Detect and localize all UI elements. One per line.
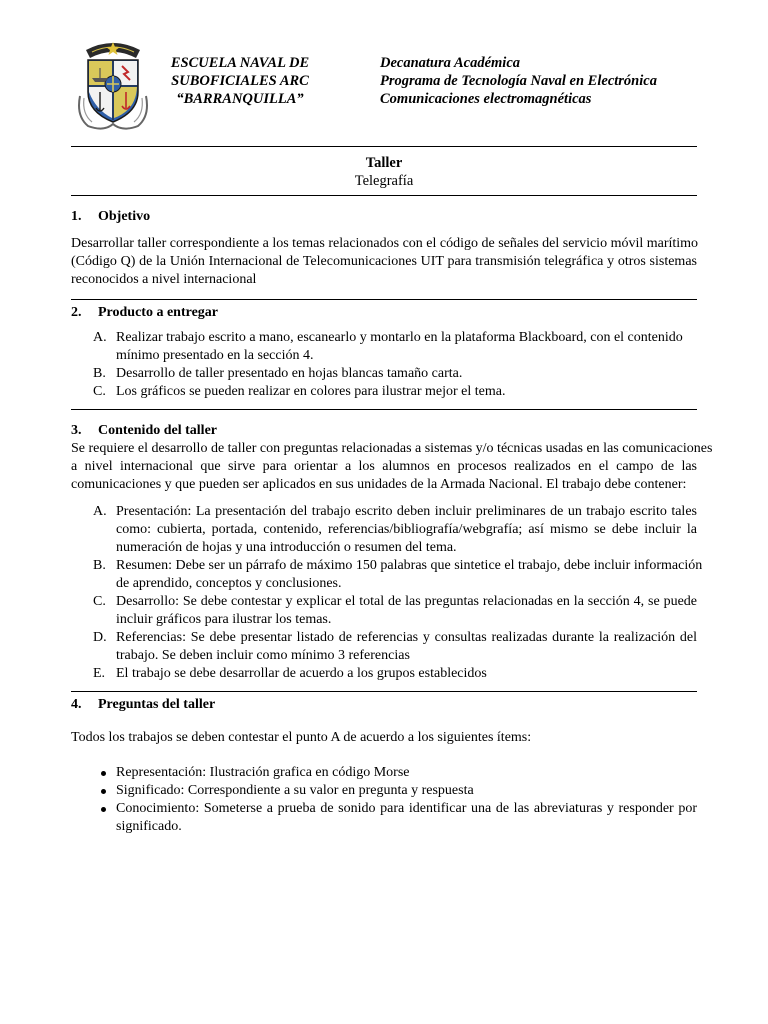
list-item-line: de aprendido, conceptos y conclusiones. xyxy=(116,576,342,591)
section-heading-contenido xyxy=(71,422,217,440)
list-marker: B. xyxy=(93,366,106,381)
section-title: Objetivo xyxy=(98,209,151,224)
paragraph-line: Todos los trabajos se deben contestar el punto A de acuerdo a los siguientes ítems: xyxy=(71,730,532,745)
section-heading-objetivo xyxy=(71,208,150,226)
school-name-line-2: SUBOFICIALES ARC xyxy=(171,73,309,89)
bullet-item-line: Significado: Correspondiente a su valor en pregunta y respuesta xyxy=(116,783,474,798)
section-title: Preguntas del taller xyxy=(98,697,216,712)
list-item xyxy=(71,593,697,629)
bullet-item xyxy=(71,782,697,800)
list-item-line: trabajo. Se deben incluir como mínimo 3 referencias xyxy=(116,648,410,663)
list-marker: C. xyxy=(93,384,106,399)
school-name-line-3: “BARRANQUILLA” xyxy=(176,91,304,107)
list-item xyxy=(71,329,697,365)
section-number: 1. xyxy=(71,209,82,224)
list-marker: D. xyxy=(93,630,107,645)
section-number: 3. xyxy=(71,423,82,438)
paragraph-line: (Código Q) de la Unión Internacional de Telecomunicaciones UIT para transmisión telegráfica y otros sistemas xyxy=(71,254,697,269)
list-item xyxy=(71,665,697,683)
paragraph-line: Se requiere el desarrollo de taller con preguntas relacionadas a sistemas y/o técnicas usadas en las comunicaciones xyxy=(71,441,713,456)
list-item-line: Desarrollo: Se debe contestar y explicar el total de las preguntas relacionadas en la sección 4, se puede xyxy=(116,594,697,609)
objective-paragraph xyxy=(71,235,697,289)
department-block xyxy=(380,54,720,108)
bullet-item-line: Conocimiento: Someterse a prueba de sonido para identificar una de las abreviaturas y responder por xyxy=(116,801,697,816)
bullet-item-line: Representación: Ilustración grafica en código Morse xyxy=(116,765,410,780)
deliverables-list xyxy=(71,329,697,401)
list-item-line: Desarrollo de taller presentado en hojas blancas tamaño carta. xyxy=(116,366,463,381)
divider xyxy=(71,409,697,410)
school-name-line-1: ESCUELA NAVAL DE xyxy=(170,55,310,71)
school-name xyxy=(150,54,330,108)
list-item-line: mínimo presentado en la sección 4. xyxy=(116,348,314,363)
list-item-line: Presentación: La presentación del trabajo escrito deben incluir preliminares de un trabajo escrito tales xyxy=(116,504,697,519)
section-number: 2. xyxy=(71,305,82,320)
bullet-icon xyxy=(101,771,106,776)
list-item-line: incluir gráficos para ilustrar los temas. xyxy=(116,612,332,627)
questions-bullet-list xyxy=(71,764,697,836)
title-sub: Telegrafía xyxy=(354,173,414,189)
bullet-icon xyxy=(101,789,106,794)
bullet-icon xyxy=(101,807,106,812)
list-item-line: El trabajo se debe desarrollar de acuerdo a los grupos establecidos xyxy=(116,666,487,681)
list-marker: A. xyxy=(93,504,107,519)
list-item-line: Realizar trabajo escrito a mano, escanearlo y montarlo en la plataforma Blackboard, con el contenido xyxy=(116,330,683,345)
list-marker: A. xyxy=(93,330,107,345)
list-item xyxy=(71,629,697,665)
divider xyxy=(71,299,697,300)
paragraph-line: Desarrollar taller correspondiente a los temas relacionados con el código de señales del servicio móvil marítimo xyxy=(71,236,699,251)
section-title: Producto a entregar xyxy=(98,305,219,320)
content-paragraph xyxy=(71,440,713,494)
list-item-line: numeración de hojas y una introducción o resumen del tema. xyxy=(116,540,457,555)
content-requirements-list xyxy=(71,503,703,683)
bullet-item xyxy=(71,800,697,836)
bullet-item xyxy=(71,764,697,782)
bullet-item-line: significado. xyxy=(116,819,182,834)
paragraph-line: reconocidos a nivel internacional xyxy=(71,272,257,287)
list-item xyxy=(71,503,697,557)
list-item xyxy=(71,557,703,593)
department-line-2: Programa de Tecnología Naval en Electrónica xyxy=(380,73,657,89)
list-item xyxy=(71,365,697,383)
title-main: Taller xyxy=(365,155,403,171)
section-heading-preguntas xyxy=(71,696,215,714)
list-item-line: Referencias: Se debe presentar listado de referencias y consultas realizadas durante la realización del xyxy=(116,630,697,645)
divider xyxy=(71,691,697,692)
paragraph-line: a nivel internacional que sirve para orientar a los alumnos en procesos realizados en el campo de las xyxy=(71,459,697,474)
list-marker: C. xyxy=(93,594,106,609)
list-item xyxy=(71,383,697,401)
list-marker: B. xyxy=(93,558,106,573)
divider xyxy=(71,195,697,196)
list-item-line: como: cubierta, portada, contenido, referencias/bibliografía/webgrafía; así mismo se debe incluir la xyxy=(116,522,697,537)
document-title xyxy=(71,154,697,190)
section-title: Contenido del taller xyxy=(98,423,217,438)
list-item-line: Los gráficos se pueden realizar en colores para ilustrar mejor el tema. xyxy=(116,384,506,399)
section-heading-producto xyxy=(71,304,218,322)
questions-intro xyxy=(71,729,697,747)
department-line-3: Comunicaciones electromagnéticas xyxy=(380,91,592,107)
paragraph-line: comunicaciones y que pueden ser aplicados en sus unidades de la Armada Nacional. El trabajo debe contener: xyxy=(71,477,687,492)
department-line-1: Decanatura Académica xyxy=(380,55,521,71)
divider xyxy=(71,146,697,147)
school-crest-logo xyxy=(74,36,152,132)
section-number: 4. xyxy=(71,697,82,712)
list-marker: E. xyxy=(93,666,106,681)
list-item-line: Resumen: Debe ser un párrafo de máximo 150 palabras que sintetice el trabajo, debe incluir información xyxy=(116,558,703,573)
